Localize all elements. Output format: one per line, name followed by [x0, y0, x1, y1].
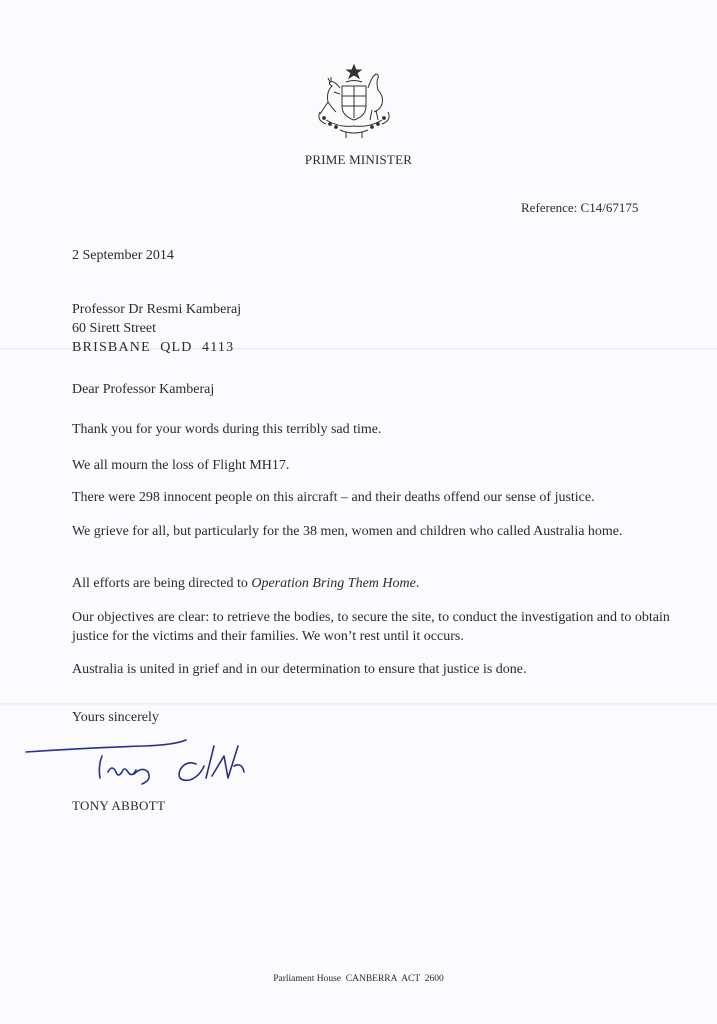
- paper-fold-line: [0, 703, 717, 705]
- paragraph-mourn: We all mourn the loss of Flight MH17.: [72, 458, 290, 473]
- signer-name: TONY ABBOTT: [72, 798, 166, 813]
- handwritten-signature-icon: [24, 726, 274, 806]
- recipient-address: [72, 300, 241, 357]
- operation-prefix: All efforts are being directed to: [72, 576, 252, 591]
- closing-phrase: Yours sincerely: [72, 710, 159, 725]
- paragraph-grieve: We grieve for all, but particularly for the 38 men, women and children who called Australia home.: [72, 524, 623, 539]
- operation-suffix: .: [415, 576, 420, 591]
- letterhead-office-title: PRIME MINISTER: [304, 152, 413, 167]
- reference-number: Reference: C14/67175: [521, 200, 639, 215]
- letter-date: 2 September 2014: [72, 248, 174, 263]
- paragraph-victims: There were 298 innocent people on this aircraft – and their deaths offend our sense of justice.: [72, 490, 595, 505]
- recipient-city-state: BRISBANE QLD 4113: [72, 340, 235, 355]
- paragraph-operation: [72, 574, 662, 593]
- operation-name: Operation Bring Them Home: [251, 576, 416, 591]
- recipient-street: 60 Sirett Street: [72, 321, 156, 336]
- salutation: Dear Professor Kamberaj: [72, 382, 215, 397]
- paragraph-thanks: Thank you for your words during this terribly sad time.: [72, 422, 382, 437]
- paragraph-objectives: Our objectives are clear: to retrieve the bodies, to secure the site, to conduct the investigation and to obtain justice for the victims and their families. We won’t rest until it occurs.: [72, 610, 670, 644]
- letterhead-footer-address: Parliament House CANBERRA ACT 2600: [273, 974, 444, 984]
- recipient-name: Professor Dr Resmi Kamberaj: [72, 302, 242, 317]
- coat-of-arms-icon: [306, 62, 402, 140]
- paragraph-united: Australia is united in grief and in our determination to ensure that justice is done.: [72, 662, 527, 677]
